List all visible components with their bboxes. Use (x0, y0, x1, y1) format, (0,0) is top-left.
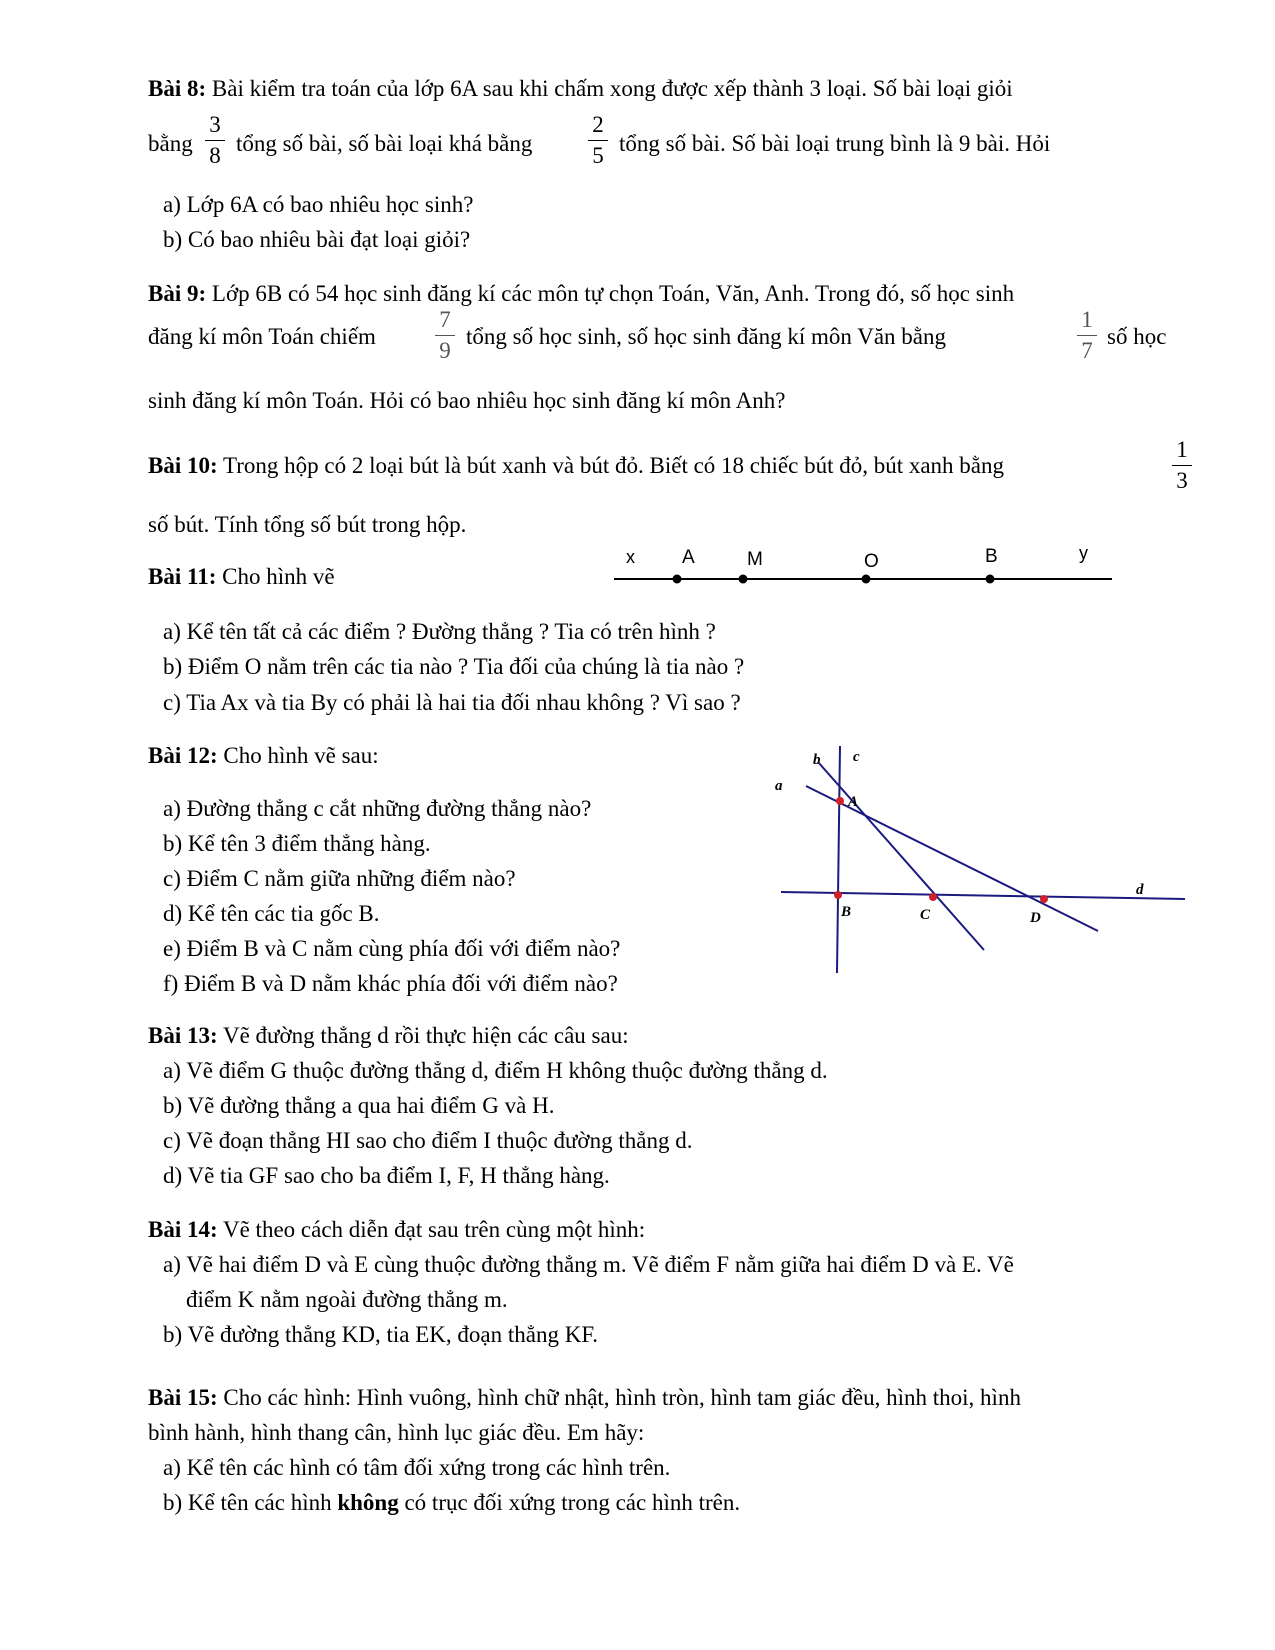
b9-line1: Bài 9: Lớp 6B có 54 học sinh đăng kí các môn tự chọn Toán, Văn, Anh. Trong đó, số học sinh (148, 281, 1015, 306)
b9-seg3: số học (1107, 324, 1167, 349)
b13-title: Bài 13: (148, 1023, 218, 1048)
label-x: x (626, 547, 635, 567)
label-A: A (682, 547, 695, 568)
b8-question-b: b) Có bao nhiêu bài đạt loại giỏi? (163, 227, 471, 252)
b9-fraction-1: 7 9 (435, 308, 455, 363)
point-C (929, 893, 937, 901)
b11-title: Bài 11: (148, 564, 217, 589)
b10-fraction: 1 3 (1172, 438, 1192, 493)
b11-question-a: a) Kể tên tất cả các điểm ? Đường thẳng ? Tia có trên hình ? (163, 619, 716, 644)
point-O (862, 575, 871, 584)
b8-seg3: tổng số bài. Số bài loại trung bình là 9 bài. Hỏi (619, 131, 1051, 156)
b15-title: Bài 15: (148, 1385, 218, 1410)
b9-line3: sinh đăng kí môn Toán. Hỏi có bao nhiêu học sinh đăng kí môn Anh? (148, 388, 786, 413)
point-B (834, 891, 842, 899)
b12-question-e: e) Điểm B và C nằm cùng phía đối với điểm nào? (163, 936, 621, 961)
b15-emphasis: không (337, 1490, 399, 1515)
b13-question-b: b) Vẽ đường thẳng a qua hai điểm G và H. (163, 1093, 555, 1118)
point-D (1040, 895, 1048, 903)
b8-title: Bài 8: (148, 76, 207, 101)
label-A: A (848, 794, 859, 810)
b15-question-a: a) Kể tên các hình có tâm đối xứng trong các hình trên. (163, 1455, 671, 1480)
b12-intro: Bài 12: Cho hình vẽ sau: (148, 743, 379, 768)
b12-figure (750, 740, 1190, 980)
label-C: C (920, 907, 931, 923)
b15-line2: bình hành, hình thang cân, hình lục giác đều. Em hãy: (148, 1420, 645, 1445)
b12-question-d: d) Kể tên các tia gốc B. (163, 901, 380, 926)
b12-question-a: a) Đường thẳng c cắt những đường thẳng nào? (163, 796, 592, 821)
line-b (818, 762, 984, 950)
label-M: M (747, 549, 763, 570)
b13-question-d: d) Vẽ tia GF sao cho ba điểm I, F, H thẳng hàng. (163, 1163, 610, 1188)
line-c (837, 746, 840, 973)
b13-question-a: a) Vẽ điểm G thuộc đường thẳng d, điểm H không thuộc đường thẳng d. (163, 1058, 828, 1083)
b9-seg1: đăng kí môn Toán chiếm (148, 324, 376, 349)
b14-intro: Bài 14: Vẽ theo cách diễn đạt sau trên cùng một hình: (148, 1217, 646, 1242)
b14-title: Bài 14: (148, 1217, 218, 1242)
point-M (739, 575, 748, 584)
b9-fraction-2: 1 7 (1077, 308, 1097, 363)
b9-seg2: tổng số học sinh, số học sinh đăng kí môn Văn bằng (466, 324, 946, 349)
point-A (673, 575, 682, 584)
label-O: O (864, 551, 879, 572)
b14-question-b: b) Vẽ đường thẳng KD, tia EK, đoạn thẳng KF. (163, 1322, 599, 1347)
b10-line1: Bài 10: Trong hộp có 2 loại bút là bút xanh và bút đỏ. Biết có 18 chiếc bút đỏ, bút xanh bằng (148, 453, 1005, 478)
b14-question-a-cont: điểm K nằm ngoài đường thẳng m. (186, 1287, 508, 1312)
b14-question-a: a) Vẽ hai điểm D và E cùng thuộc đường thẳng m. Vẽ điểm F nằm giữa hai điểm D và E. Vẽ (163, 1252, 1014, 1277)
label-B: B (985, 546, 998, 567)
b10-title: Bài 10: (148, 453, 218, 478)
b13-intro: Bài 13: Vẽ đường thẳng d rồi thực hiện các câu sau: (148, 1023, 629, 1048)
b13-question-c: c) Vẽ đoạn thẳng HI sao cho điểm I thuộc đường thẳng d. (163, 1128, 693, 1153)
label-D: D (1030, 910, 1041, 926)
b11-question-c: c) Tia Ax và tia By có phải là hai tia đối nhau không ? Vì sao ? (163, 690, 741, 715)
label-a: a (775, 778, 783, 794)
b12-question-c: c) Điểm C nằm giữa những điểm nào? (163, 866, 516, 891)
label-y: y (1079, 543, 1088, 563)
b8-seg1: bằng (148, 131, 193, 156)
b8-line1: Bài 8: Bài kiểm tra toán của lớp 6A sau khi chấm xong được xếp thành 3 loại. Số bài loại giỏi (148, 76, 1013, 101)
label-B: B (841, 904, 852, 920)
b11-figure (610, 538, 1120, 588)
b12-question-b: b) Kể tên 3 điểm thẳng hàng. (163, 831, 431, 856)
b11-question-b: b) Điểm O nằm trên các tia nào ? Tia đối của chúng là tia nào ? (163, 654, 745, 679)
b8-fraction-2: 2 5 (588, 113, 608, 168)
label-d: d (1136, 882, 1144, 898)
label-c: c (853, 749, 860, 765)
point-A (836, 797, 844, 805)
b8-question-a: a) Lớp 6A có bao nhiêu học sinh? (163, 192, 474, 217)
b8-fraction-1: 3 8 (205, 113, 225, 168)
b11-intro: Bài 11: Cho hình vẽ (148, 564, 335, 589)
b9-title: Bài 9: (148, 281, 207, 306)
b8-seg2: tổng số bài, số bài loại khá bằng (236, 131, 533, 156)
b12-question-f: f) Điểm B và D nằm khác phía đối với điểm nào? (163, 971, 618, 996)
point-B (986, 575, 995, 584)
b15-question-b: b) Kể tên các hình không có trục đối xứng trong các hình trên. (163, 1490, 741, 1515)
b10-line2: số bút. Tính tổng số bút trong hộp. (148, 512, 467, 537)
label-b: b (813, 752, 821, 768)
b15-line1: Bài 15: Cho các hình: Hình vuông, hình chữ nhật, hình tròn, hình tam giác đều, hình thoi, hình (148, 1385, 1021, 1410)
b12-title: Bài 12: (148, 743, 218, 768)
